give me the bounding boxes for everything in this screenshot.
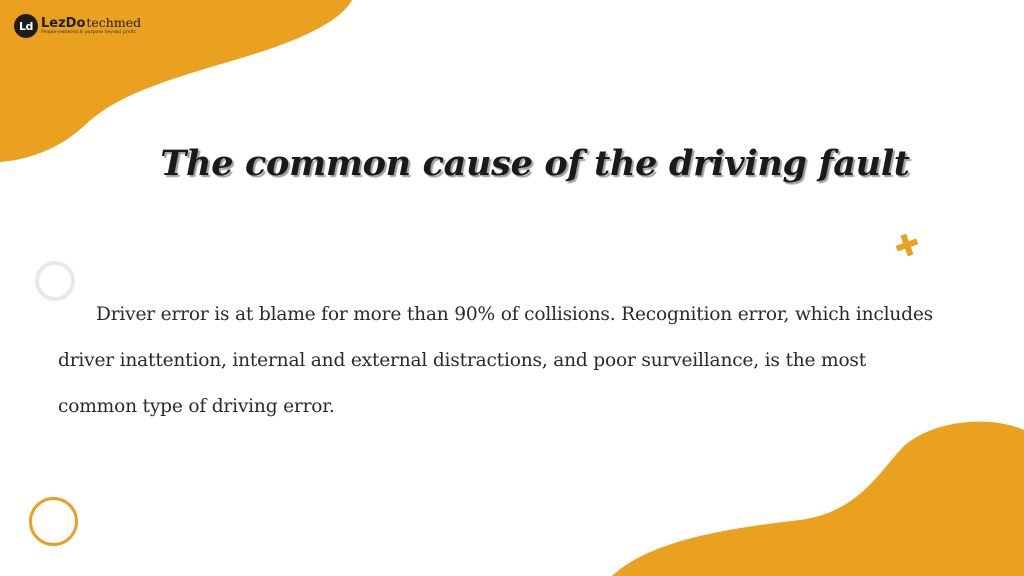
- logo-name: [41, 14, 142, 31]
- logo-mark: Ld: [14, 14, 38, 38]
- slide-title: The common cause of the driving fault: [160, 143, 910, 184]
- brand-logo: [14, 14, 141, 38]
- logo-text: [41, 14, 142, 36]
- plus-icon: [894, 232, 920, 258]
- logo-name-suffix: techmed: [86, 14, 142, 30]
- logo-tagline: People-centered & purpose beyond profit: [41, 29, 136, 35]
- logo-name-bold: LezDo: [41, 15, 86, 31]
- slide-body-text: Driver error is at blame for more than 90% of collisions. Recognition error, which includes driver inattention, internal and external distractions, and poor surveillance, is the most common type of driving error.: [58, 304, 934, 417]
- ring-icon: [29, 497, 78, 546]
